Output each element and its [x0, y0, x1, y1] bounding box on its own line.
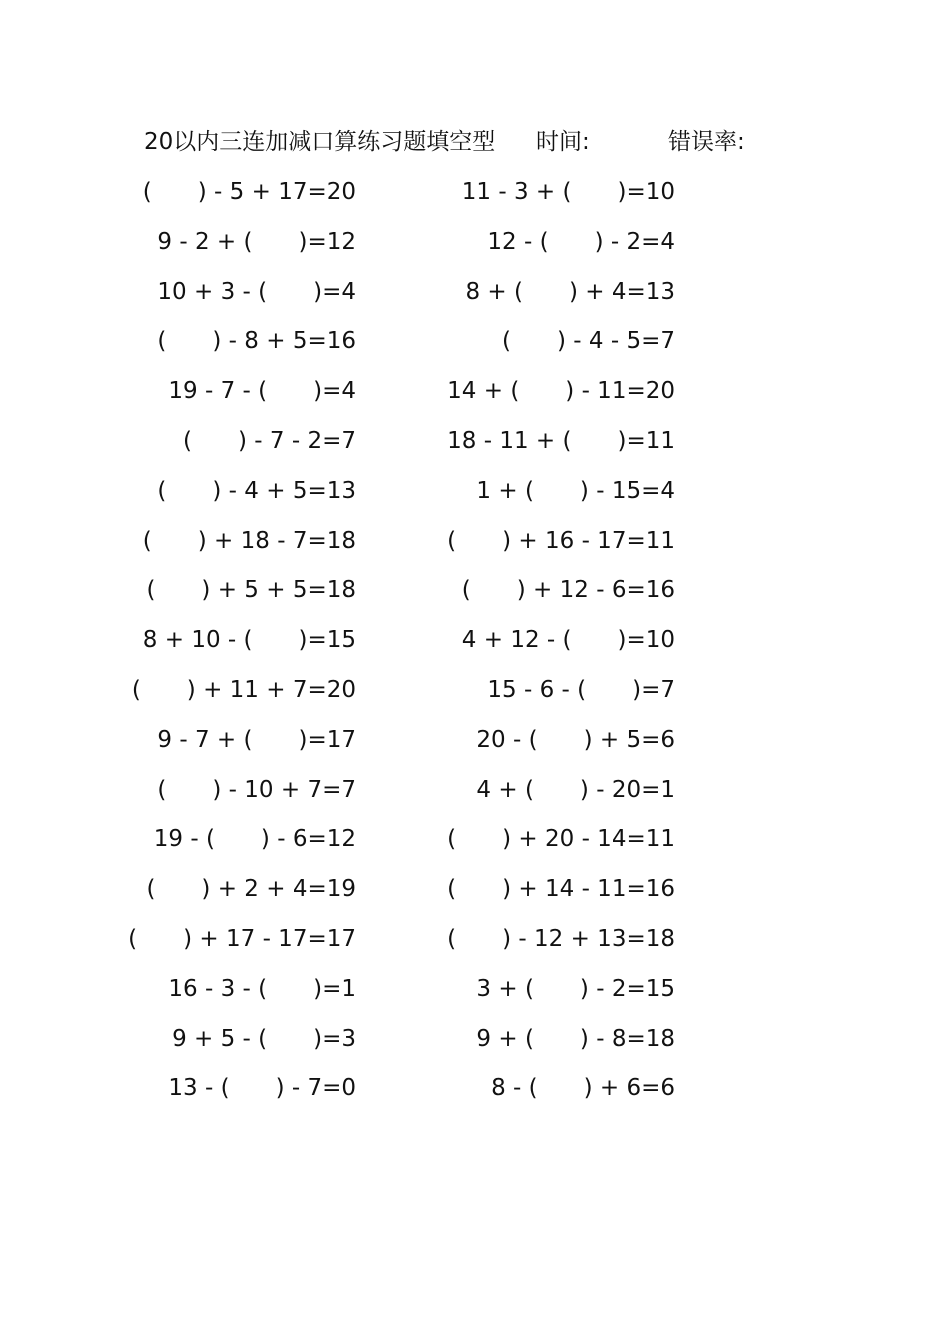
problem-right: 15 - 6 - ( )=7	[487, 676, 675, 703]
problem-row	[0, 672, 950, 722]
problem-left: ( ) + 18 - 7=18	[142, 527, 356, 554]
problem-right: 8 - ( ) + 6=6	[491, 1075, 675, 1102]
problem-right: ( ) + 20 - 14=11	[447, 826, 675, 853]
problem-left: ( ) + 11 + 7=20	[131, 676, 356, 703]
problem-left: 9 + 5 - ( )=3	[172, 1025, 356, 1052]
problem-left: ( ) - 10 + 7=7	[157, 776, 356, 803]
problem-left: 16 - 3 - ( )=1	[168, 975, 356, 1002]
problem-left: 19 - 7 - ( )=4	[168, 378, 356, 405]
problem-right: 14 + ( ) - 11=20	[447, 378, 675, 405]
problem-right: 8 + ( ) + 4=13	[465, 278, 675, 305]
problem-row	[0, 1070, 950, 1120]
problem-left: 13 - ( ) - 7=0	[168, 1075, 356, 1102]
problem-row	[0, 323, 950, 373]
problem-row	[0, 1021, 950, 1071]
worksheet-title: 20以内三连加减口算练习题填空型	[144, 129, 496, 155]
problem-row	[0, 224, 950, 274]
problem-row	[0, 971, 950, 1021]
problem-left: ( ) - 5 + 17=20	[142, 179, 356, 205]
problem-row	[0, 572, 950, 622]
problem-right: 1 + ( ) - 15=4	[476, 477, 675, 504]
problem-right: 3 + ( ) - 2=15	[476, 975, 675, 1002]
problem-left: 9 - 2 + ( )=12	[157, 228, 356, 255]
problem-row	[0, 921, 950, 971]
problem-list	[0, 174, 950, 1120]
problem-left: 8 + 10 - ( )=15	[142, 627, 356, 654]
problem-left: ( ) + 2 + 4=19	[146, 876, 356, 903]
problem-right: 18 - 11 + ( )=11	[447, 427, 675, 454]
error-rate-label: 错误率:	[668, 129, 745, 155]
problem-row	[0, 871, 950, 921]
problem-right: ( ) + 16 - 17=11	[447, 527, 675, 554]
problem-right: ( ) - 12 + 13=18	[447, 925, 675, 952]
problem-row	[0, 821, 950, 871]
problem-right: ( ) + 12 - 6=16	[461, 577, 675, 604]
problem-right: ( ) - 4 - 5=7	[502, 328, 675, 355]
problem-right: 4 + ( ) - 20=1	[476, 776, 675, 803]
problem-right: 11 - 3 + ( )=10	[461, 179, 675, 205]
problem-row	[0, 523, 950, 573]
problem-right: 4 + 12 - ( )=10	[461, 627, 675, 654]
problem-left: 19 - ( ) - 6=12	[153, 826, 356, 853]
problem-row	[0, 373, 950, 423]
problem-row	[0, 473, 950, 523]
problem-right: 9 + ( ) - 8=18	[476, 1025, 675, 1052]
problem-left: 9 - 7 + ( )=17	[157, 726, 356, 753]
problem-row	[0, 772, 950, 822]
problem-left: ( ) - 7 - 2=7	[183, 427, 356, 454]
problem-left: 10 + 3 - ( )=4	[157, 278, 356, 305]
problem-left: ( ) + 5 + 5=18	[146, 577, 356, 604]
problem-left: ( ) - 8 + 5=16	[157, 328, 356, 355]
worksheet-header	[0, 124, 950, 160]
problem-right: 20 - ( ) + 5=6	[476, 726, 675, 753]
problem-row	[0, 622, 950, 672]
problem-row	[0, 174, 950, 224]
problem-row	[0, 274, 950, 324]
problem-row	[0, 722, 950, 772]
problem-right: 12 - ( ) - 2=4	[487, 228, 675, 255]
problem-left: ( ) + 17 - 17=17	[128, 925, 356, 952]
problem-left: ( ) - 4 + 5=13	[157, 477, 356, 504]
problem-row	[0, 423, 950, 473]
problem-right: ( ) + 14 - 11=16	[447, 876, 675, 903]
time-label: 时间:	[536, 129, 590, 155]
